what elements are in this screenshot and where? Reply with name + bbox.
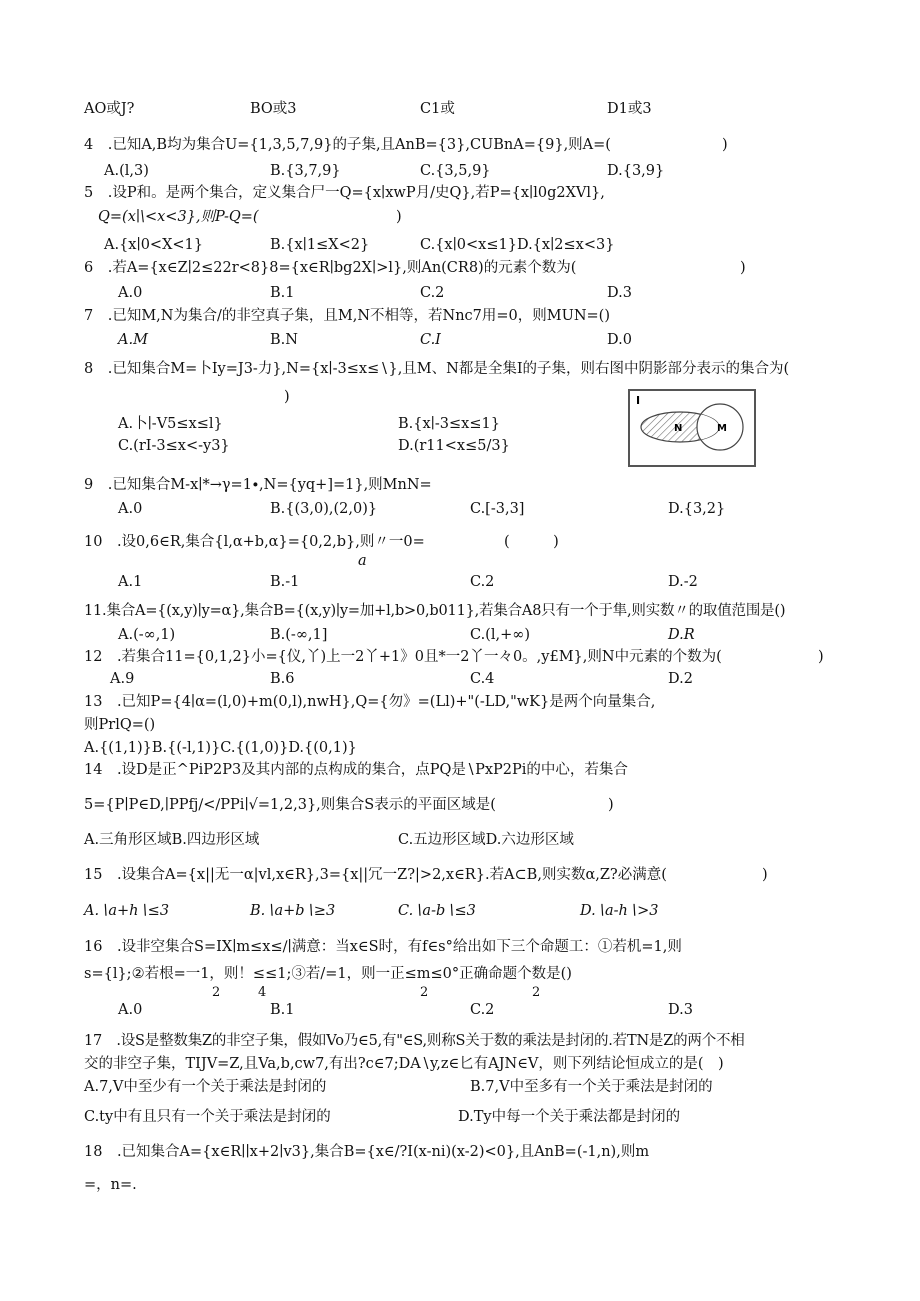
q5-option-a: A.{x∣0<X<1} — [104, 237, 204, 253]
q9-option-a: A.0 — [118, 501, 143, 517]
q5-line2: Q=(x∣\<x<3},则P-Q=( — [98, 209, 259, 225]
q17-line2: 交的非空子集，TIJV=Z,且Va,b,cw7,有出?c∈7;DA∖y,z∈匕有AJN∈V，则下列结论恒成立的是( ) — [84, 1056, 724, 1072]
q12-paren: ) — [818, 649, 824, 665]
venn-diagram — [628, 389, 756, 467]
q4-paren: ) — [722, 137, 728, 153]
q6-option-c: C.2 — [420, 285, 445, 301]
q10-option-a: A.1 — [118, 574, 143, 590]
q5-option-cd: C.{x∣0<x≤1}D.{x∣2≤x<3} — [420, 237, 615, 253]
q12-option-c: C.4 — [470, 671, 495, 687]
q12-stem: 12 .若集合11={0,1,2}小={仪,丫)上一2丫+1》0且*一2丫一々0。,y£M},则N中元素的个数为( — [84, 649, 722, 665]
q16-option-b: B.1 — [270, 1002, 295, 1018]
q14-option-cd: C.五边形区域D.六边形区域 — [398, 832, 574, 848]
q6-stem: 6 .若A={x∈Z∣2≤22r<8}8={x∈R∣bg2X∣>l},则An(CR8)的元素个数为( — [84, 260, 577, 276]
q9-option-d: D.{3,2} — [668, 501, 726, 517]
q5-line1: 5 .设P和。是两个集合，定义集合尸一Q={x∣xwP月/史Q},若P={x∣l0g2XVl}, — [84, 185, 605, 201]
q12-option-a: A.9 — [110, 671, 135, 687]
q9-option-c: C.[-3,3] — [470, 501, 525, 517]
q10-option-d: D.-2 — [668, 574, 698, 590]
q15-paren: ) — [762, 867, 768, 883]
q14-paren: ) — [608, 797, 614, 813]
q4-option-a: A.(l,3) — [104, 163, 149, 179]
q17-option-a: A.7,V中至少有一个关于乘法是封闭的 — [84, 1079, 327, 1095]
q14-option-ab: A.三角形区域B.四边形区域 — [84, 832, 260, 848]
q11-option-b: B.(-∞,1] — [270, 627, 328, 643]
q4-option-d: D.{3,9} — [607, 163, 665, 179]
q18-line1: 18 .已知集合A={x∈R∣∣x+2∣v3},集合B={x∈/?I(x-ni)(x-2)<0},且AnB=(-1,n),则m — [84, 1144, 650, 1160]
q16-option-c: C.2 — [470, 1002, 495, 1018]
q17-option-d: D.Ty中每一个关于乘法都是封闭的 — [458, 1109, 681, 1125]
q5-paren: ) — [396, 209, 402, 225]
q8-option-c: C.(rI-3≤x<-y3} — [118, 438, 230, 454]
q16-option-a: A.0 — [118, 1002, 143, 1018]
q7-option-c: C.I — [420, 332, 441, 348]
q7-option-b: B.N — [270, 332, 298, 348]
q15-option-b: B.∖a+b∖≥3 — [250, 903, 336, 919]
q12-option-b: B.6 — [270, 671, 295, 687]
q13-line2: 则PrlQ=() — [84, 717, 156, 733]
q16-line1: 16 .设非空集合S=IX∣m≤x≤∕∣满意：当x∈S时，有f∈s°给出如下三个命题工：①若机=1,则 — [84, 939, 682, 955]
q8-option-b: B.{x∣-3≤x≤1} — [398, 416, 500, 432]
q16-sub-4: 2 — [532, 985, 541, 1000]
q3-option-c: C1或 — [420, 101, 455, 117]
q17-option-b: B.7,V中至多有一个关于乘法是封闭的 — [470, 1079, 713, 1095]
q16-sub-2: 4 — [258, 985, 267, 1000]
q10-denominator: a — [358, 553, 367, 569]
q3-option-d: D1或3 — [607, 101, 652, 117]
q9-option-b: B.{(3,0),(2,0)} — [270, 501, 378, 517]
q6-paren: ) — [740, 260, 746, 276]
q15-option-a: A.∖a+h∖≤3 — [84, 903, 170, 919]
q4-stem: 4 .已知A,B均为集合U={1,3,5,7,9}的子集,且AnB={3},CUBnA={9},则A=( — [84, 137, 611, 153]
q5-option-b: B.{x∣1≤X<2} — [270, 237, 370, 253]
q8-paren: ) — [284, 389, 290, 405]
q7-option-a: A.M — [118, 332, 148, 348]
q16-option-d: D.3 — [668, 1002, 693, 1018]
q8-option-d: D.(r11<x≤5/3} — [398, 438, 510, 454]
q10-paren: ( ) — [504, 534, 559, 550]
q8-option-a: A.卜∣-V5≤x≤l} — [118, 416, 223, 432]
q11-stem: 11.集合A={(x,y)∣y=α},集合B={(x,y)∣y=加+l,b>0,b011},若集合A8只有一个于隼,则实数〃的取值范围是() — [84, 603, 786, 619]
q10-stem: 10 .设0,6∈R,集合{l,α+b,α}={0,2,b},则〃一0= — [84, 534, 425, 550]
q16-sub-3: 2 — [420, 985, 429, 1000]
q14-line1: 14 .设D是正^PiP2P3及其内部的点构成的集合，点PQ是∖PxP2Pi的中心，若集合 — [84, 762, 628, 778]
q10-option-c: C.2 — [470, 574, 495, 590]
q9-stem: 9 .已知集合M-x∣*→γ=1∙,N={yq+]=1},则MnN= — [84, 477, 432, 493]
q16-line2: s={l};②若根=一1，则！≤≤1;③若/=1，则一正≤m≤0°正确命题个数是() — [84, 966, 572, 982]
q13-options: A.{(1,1)}B.{(-l,1)}C.{(1,0)}D.{(0,1)} — [84, 740, 357, 756]
q17-option-c: C.ty中有且只有一个关于乘法是封闭的 — [84, 1109, 331, 1125]
q15-option-d: D.∖a-h∖>3 — [580, 903, 659, 919]
q4-option-b: B.{3,7,9} — [270, 163, 341, 179]
q3-option-a: AO或J? — [84, 101, 135, 117]
q3-option-b: BO或3 — [250, 101, 297, 117]
q6-option-a: A.0 — [118, 285, 143, 301]
q14-line2: 5={P∣P∈D,∣PPfj∕<∕PPi∣√=1,2,3},则集合S表示的平面区域是( — [84, 797, 496, 813]
q11-option-d: D.R — [668, 627, 695, 643]
venn-label-m: M — [717, 423, 727, 434]
q15-option-c: C.∖a-b∖≤3 — [398, 903, 476, 919]
q16-sub-1: 2 — [212, 985, 221, 1000]
q15-stem: 15 .设集合A={x||无一α|vl,x∈R},3={x||冗一Z?|>2,x∈R}.若A⊂B,则实数α,Z?必满意( — [84, 867, 667, 883]
q4-option-c: C.{3,5,9} — [420, 163, 491, 179]
q11-option-a: A.(-∞,1) — [118, 627, 176, 643]
venn-label-i: I — [636, 394, 641, 407]
q6-option-d: D.3 — [607, 285, 632, 301]
q7-option-d: D.0 — [607, 332, 632, 348]
q17-line1: 17 .设S是整数集Z的非空子集，假如Vo乃∈5,有"∈S,则称S关于数的乘法是封闭的.若TN是Z的两个不相 — [84, 1033, 745, 1049]
q13-line1: 13 .已知P={4∣α=(l,0)+m(0,l),nwH},Q={勿》=(Ll)+"(-LD,"wK}是两个向量集合, — [84, 694, 656, 710]
q11-option-c: C.(l,+∞) — [470, 627, 530, 643]
q18-line2: =，n=. — [84, 1177, 137, 1193]
q8-stem: 8 .已知集合M=卜Iy=J3-力},N={x∣-3≤x≤∖},且M、N都是全集I的子集，则右图中阴影部分表示的集合为( — [84, 361, 790, 377]
q7-stem: 7 .已知M,N为集合/的非空真子集，且M,N不相等，若Nnc7用=0，则MUN=() — [84, 308, 610, 324]
q6-option-b: B.1 — [270, 285, 295, 301]
venn-label-n: N — [674, 423, 683, 434]
q10-option-b: B.-1 — [270, 574, 300, 590]
q12-option-d: D.2 — [668, 671, 693, 687]
